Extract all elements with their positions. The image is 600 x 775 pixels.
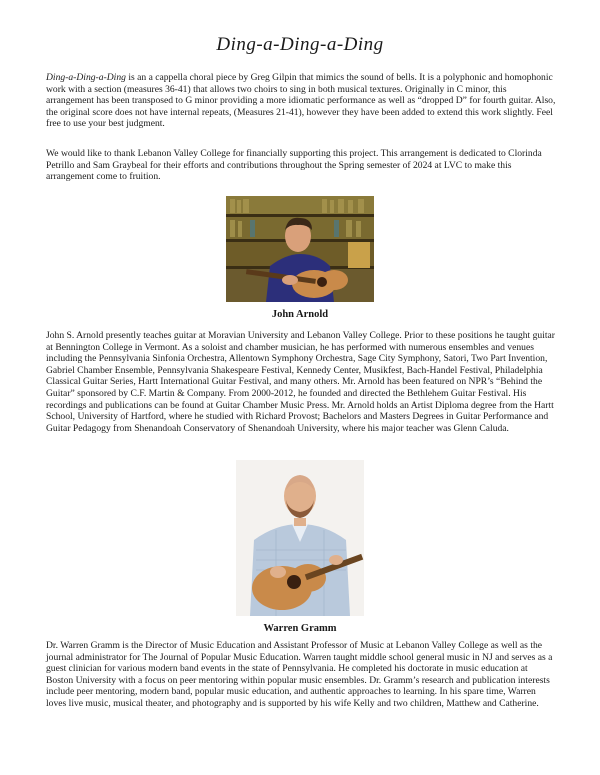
john-arnold-name: John Arnold: [271, 309, 329, 320]
warren-gramm-photo: [236, 460, 364, 616]
intro-text: is an a cappella choral piece by Greg Gilpin that mimics the sound of bells. It is a polyphonic and homophonic work with a section (measures 36-41) that allows two choirs to sing in both musical textures. Originally in C minor, this arrangement has been transposed to G minor providing a more idiomatic performance as well as “dropped D” for fourth guitar. Also, the original score does not have internal repeats, (Measures 21-41), however they have been added to extend this work slightly. Feel free to use your best judgment.: [46, 72, 556, 130]
warren-gramm-name: Warren Gramm: [263, 623, 337, 634]
acknowledgment-paragraph: We would like to thank Lebanon Valley College for financially supporting this project. This arrangement is dedicated to Clorinda Petrillo and Sam Graybeal for their efforts and contributions throughout the Spring semester of 2024 at LVC to make this arrangement come to fruition.: [46, 148, 542, 183]
work-title: Ding-a-Ding-a-Ding: [46, 72, 126, 83]
intro-paragraph: [46, 72, 556, 130]
warren-gramm-bio: Dr. Warren Gramm is the Director of Music Education and Assistant Professor of Music at Lebanon Valley College as well as the journal administrator for The Journal of Popular Music Education. Warren taught middle school general music in NJ and serves as a guest clinician for various modern band events in the state of Pennsylvania. He completed his doctorate in music education at Boston University with a focus on peer mentoring within popular music ensembles. Dr. Gramm’s research and publication interests include peer mentoring, modern band, popular music education, and authentic approaches to learning. In his spare time, Warren loves live music, musical theater, and photography and is supported by his wife Kelly and two children, Matthew and Catherine.: [46, 640, 553, 709]
page-title: Ding-a-Ding-a-Ding: [216, 34, 384, 55]
john-arnold-bio: John S. Arnold presently teaches guitar at Moravian University and Lebanon Valley College. Prior to these positions he taught guitar at Bennington College in Vermont. As a soloist and chamber musician, he has performed with numerous ensembles and venues including the Pennsylvania Sinfonia Orchestra, Allentown Symphony Orchestra, Sage City Symphony, Satori, Two Part Invention, Gabriel Chamber Ensemble, Pennsylvania Shakespeare Festival, Kennedy Center, Musikfest, Bach-Handel Festival, Philadelphia Classical Guitar Series, Hartt International Guitar Festival, and many others. Mr. Arnold has been featured on NPR’s “Behind the Guitar” sponsored by C.F. Martin & Company. From 2000-2012, he founded and directed the Bethlehem Guitar Festival. His recordings and publications can be found at Guitar Chamber Music Press. Mr. Arnold holds an Artist Diploma degree from the Hartt School, University of Hartford, where he studied with Richard Provost; Bachelors and Masters Degrees in Guitar Performance and Guitar Pedagogy from Shenandoah Conservatory of Shenandoah University, where his major teacher was Glenn Caluda.: [46, 330, 555, 434]
john-arnold-photo: [226, 196, 374, 302]
